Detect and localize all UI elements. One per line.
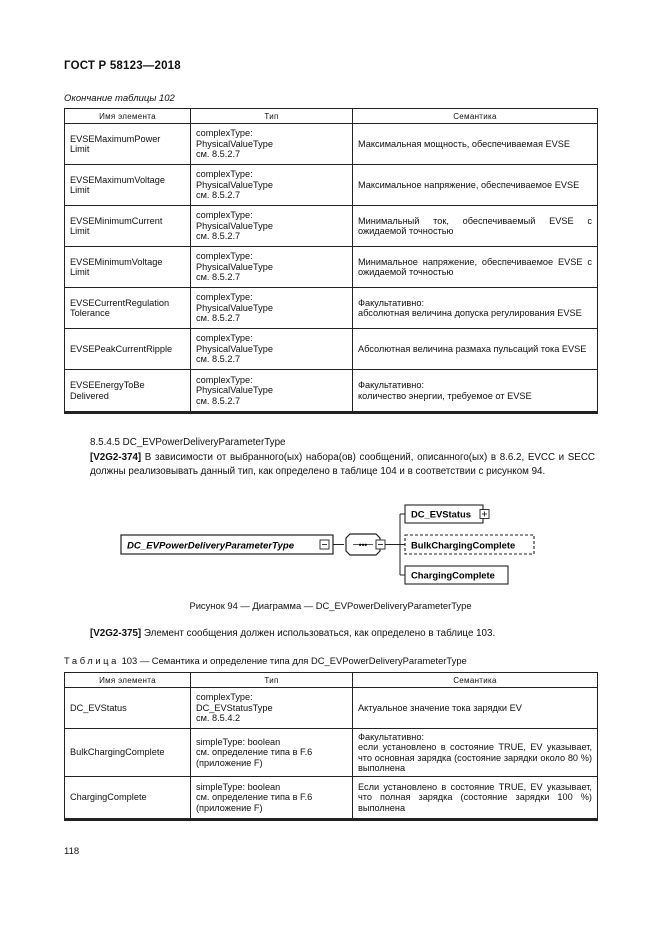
- type-line: см. 8.5.2.7: [196, 395, 241, 406]
- type-line: см. 8.5.4.2: [196, 713, 241, 724]
- element-name-line: Tolerance: [70, 308, 110, 318]
- type-line: complexType:: [196, 692, 253, 703]
- table-header-row: [65, 109, 598, 124]
- type-cell: [191, 729, 353, 777]
- child-label: ChargingComplete: [411, 569, 495, 581]
- semantics-cell: Минимальный ток, обеспечиваемый EVSE с ожидаемой точностью: [353, 206, 598, 247]
- element-name-line: DC_EVStatus: [70, 702, 127, 713]
- type-line: complexType:: [196, 210, 253, 221]
- column-header-type: Тип: [191, 109, 353, 124]
- type-line: PhysicalValueType: [196, 220, 273, 231]
- column-header-name: Имя элемента: [65, 673, 191, 688]
- element-name-cell: [65, 329, 191, 370]
- table-caption-text: 103 — Семантика и определение типа для DC_EVPowerDeliveryParameterType: [118, 655, 467, 666]
- type-line: complexType:: [196, 251, 253, 262]
- element-name-line: EVSEMaximumVoltage: [70, 174, 165, 185]
- element-name-line: EVSEMaximumPower: [70, 133, 161, 144]
- type-cell: [191, 688, 353, 729]
- type-line: см. 8.5.2.7: [196, 149, 241, 160]
- semantics-cell: Актуальное значение тока зарядки EV: [353, 688, 598, 729]
- type-line: см. 8.5.2.7: [196, 272, 241, 283]
- requirement-text: Элемент сообщения должен использоваться, как определено в таблице 103.: [141, 628, 496, 639]
- table-row: [65, 288, 598, 329]
- type-line: PhysicalValueType: [196, 138, 273, 149]
- type-line: PhysicalValueType: [196, 261, 273, 272]
- type-cell: [191, 206, 353, 247]
- element-name-cell: [65, 370, 191, 413]
- semantics-cell: Минимальное напряжение, обеспечиваемое EVSE с ожидаемой точностью: [353, 247, 598, 288]
- column-header-type: Тип: [191, 673, 353, 688]
- type-line: complexType:: [196, 169, 253, 180]
- requirement-id: [V2G2-375]: [90, 628, 142, 639]
- table-102: [64, 108, 598, 414]
- table-row: [65, 729, 598, 777]
- type-line: complexType:: [196, 374, 253, 385]
- type-cell: [191, 288, 353, 329]
- type-cell: [191, 370, 353, 413]
- semantics-cell: Если установлено в состояние TRUE, EV указывает, что полная зарядка (состояние зарядки 100 %) выполнена: [353, 777, 598, 820]
- type-line: complexType:: [196, 333, 253, 344]
- element-name-cell: [65, 206, 191, 247]
- table-row: [65, 688, 598, 729]
- element-name-cell: [65, 288, 191, 329]
- table-row: [65, 247, 598, 288]
- element-name-cell: [65, 247, 191, 288]
- table-row: [65, 124, 598, 165]
- figure-94-caption: Рисунок 94 — Диаграмма — DC_EVPowerDeliveryParameterType: [189, 600, 472, 611]
- type-cell: [191, 777, 353, 820]
- child-element-charging-complete: [405, 566, 508, 584]
- element-name-cell: [65, 688, 191, 729]
- type-line: см. определение типа в F.6: [196, 747, 313, 758]
- element-name-cell: [65, 124, 191, 165]
- schema-diagram: [0, 490, 661, 595]
- table-103-caption: [64, 655, 467, 666]
- type-line: PhysicalValueType: [196, 179, 273, 190]
- column-header-semantics: Семантика: [353, 673, 598, 688]
- type-line: PhysicalValueType: [196, 302, 273, 313]
- element-name-cell: [65, 165, 191, 206]
- type-line: см. 8.5.2.7: [196, 231, 241, 242]
- type-line: DC_EVStatusType: [196, 702, 273, 713]
- table-102-continuation-caption: Окончание таблицы 102: [64, 93, 175, 104]
- child-label: DC_EVStatus: [411, 508, 471, 520]
- type-line: complexType:: [196, 292, 253, 303]
- type-cell: [191, 247, 353, 288]
- table-103: [64, 672, 598, 821]
- type-line: см. 8.5.2.7: [196, 354, 241, 365]
- element-name-line: EVSEEnergyToBe: [70, 380, 145, 391]
- child-element-dc-evstatus: [405, 505, 489, 523]
- child-element-bulk-charging-complete: [405, 535, 534, 554]
- table-row: [65, 165, 598, 206]
- semantics-cell: Максимальное напряжение, обеспечиваемое EVSE: [353, 165, 598, 206]
- element-name-cell: [65, 729, 191, 777]
- type-line: simpleType: boolean: [196, 781, 281, 792]
- section-heading: 8.5.4.5 DC_EVPowerDeliveryParameterType: [90, 437, 286, 448]
- element-name-cell: [65, 777, 191, 820]
- table-row: [65, 206, 598, 247]
- element-name-line: Limit: [70, 144, 90, 154]
- child-label: BulkChargingComplete: [411, 539, 516, 551]
- element-name-line: Limit: [70, 185, 90, 195]
- page-number: 118: [64, 846, 80, 857]
- element-name-line: Limit: [70, 267, 90, 277]
- table-row: [65, 329, 598, 370]
- type-line: (приложение F): [196, 802, 263, 813]
- semantics-cell: Максимальная мощность, обеспечиваемая EVSE: [353, 124, 598, 165]
- type-cell: [191, 165, 353, 206]
- type-line: simpleType: boolean: [196, 736, 281, 747]
- table-row: [65, 777, 598, 820]
- type-line: complexType:: [196, 128, 253, 139]
- table-row: [65, 370, 598, 413]
- document-id: ГОСТ Р 58123—2018: [64, 60, 181, 72]
- sequence-compositor: [346, 534, 385, 555]
- type-line: (приложение F): [196, 757, 263, 768]
- type-line: см. 8.5.2.7: [196, 190, 241, 201]
- requirement-text: В зависимости от выбранного(ых) набора(ов) сообщений, описанного(ых) в 8.6.2, EVCC и SECC должны реализовывать данный тип, как определено в таблице 104 и в соответствии с рисунком 94.: [90, 452, 595, 477]
- element-name-line: Delivered: [70, 390, 109, 401]
- type-line: см. 8.5.2.7: [196, 313, 241, 324]
- table-header-row: [65, 673, 598, 688]
- type-cell: [191, 124, 353, 165]
- requirement-375: [90, 627, 595, 641]
- element-name-line: Limit: [70, 226, 90, 236]
- requirement-374: [90, 451, 595, 478]
- semantics-cell: Факультативно: если установлено в состояние TRUE, EV указывает, что основная зарядка (состояние зарядки около 80 %) выполнена: [353, 729, 598, 777]
- root-element-label: DC_EVPowerDeliveryParameterType: [127, 540, 295, 552]
- root-element-box: [121, 535, 333, 554]
- type-line: PhysicalValueType: [196, 343, 273, 354]
- requirement-id: [V2G2-374]: [90, 452, 142, 463]
- table-caption-label: Таблица: [64, 655, 119, 666]
- element-name-line: ChargingComplete: [70, 792, 147, 803]
- element-name-line: BulkChargingComplete: [70, 747, 165, 758]
- column-header-semantics: Семантика: [353, 109, 598, 124]
- element-name-line: EVSECurrentRegulation: [70, 297, 170, 308]
- element-name-line: EVSEPeakCurrentRipple: [70, 343, 173, 354]
- element-name-line: EVSEMinimumVoltage: [70, 256, 163, 267]
- type-cell: [191, 329, 353, 370]
- sequence-symbol: •••: [358, 540, 368, 550]
- semantics-cell: Факультативно: количество энергии, требуемое от EVSE: [353, 370, 598, 413]
- semantics-cell: Факультативно: абсолютная величина допуска регулирования EVSE: [353, 288, 598, 329]
- column-header-name: Имя элемента: [65, 109, 191, 124]
- semantics-cell: Абсолютная величина размаха пульсаций тока EVSE: [353, 329, 598, 370]
- element-name-line: EVSEMinimumCurrent: [70, 215, 163, 226]
- type-line: PhysicalValueType: [196, 385, 273, 396]
- type-line: см. определение типа в F.6: [196, 792, 313, 803]
